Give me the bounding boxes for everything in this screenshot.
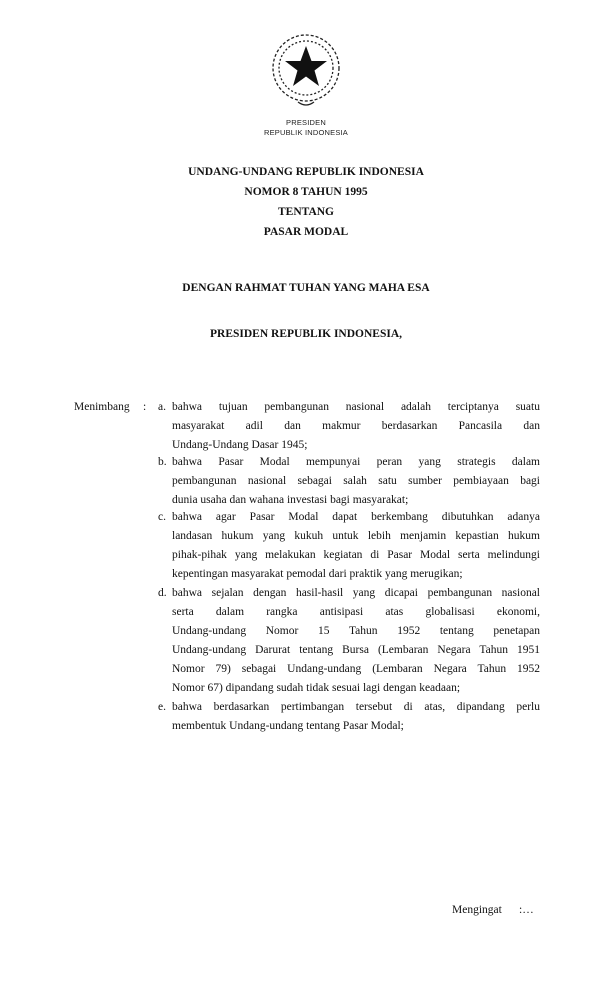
item-text-line: bahwa agar Pasar Modal dapat berkembang dibutuhkan adanya — [172, 511, 540, 523]
item-text-line: serta dalam rangka antisipasi atas globalisasi ekonomi, — [172, 606, 540, 618]
item-text-line: pembangunan nasional sebagai salah satu sumber pembiayaan bagi — [172, 475, 540, 487]
menimbang-item — [158, 508, 540, 584]
item-text-line: dunia usaha dan wahana investasi bagi masyarakat; — [172, 494, 409, 506]
menimbang-colon: : — [143, 401, 147, 413]
item-text-line: masyarakat adil dan makmur berdasarkan Pancasila dan — [172, 420, 540, 432]
item-text-line: landasan hukum yang kukuh untuk lebih menjamin kepastian hukum — [172, 530, 540, 542]
item-text-line: kepentingan masyarakat pemodal dari praktik yang merugikan; — [172, 568, 463, 580]
menimbang-item — [158, 453, 540, 510]
item-letter: b. — [158, 456, 167, 468]
item-text-line: pihak-pihak yang melakukan kegiatan di Pasar Modal serta melindungi — [172, 549, 540, 561]
item-text-line: Undang-Undang Dasar 1945; — [172, 439, 308, 451]
title-line-2: NOMOR 8 TAHUN 1995 — [244, 186, 368, 198]
item-text-line: bahwa Pasar Modal mempunyai peran yang strategis dalam — [172, 456, 540, 468]
title-line-3: TENTANG — [277, 206, 335, 218]
menimbang-label: Menimbang — [74, 401, 130, 413]
item-letter: e. — [158, 701, 166, 713]
item-letter: d. — [158, 587, 167, 599]
garuda-seal-logo — [268, 30, 344, 110]
item-text-line: bahwa sejalan dengan hasil-hasil yang dicapai pembangunan nasional — [172, 587, 540, 599]
menimbang-item — [158, 584, 540, 698]
item-text-line: Nomor 79) sebagai Undang-undang (Lembaran Negara Tahun 1952 — [172, 663, 540, 675]
invocation: DENGAN RAHMAT TUHAN YANG MAHA ESA — [182, 282, 430, 294]
item-text-line: bahwa tujuan pembangunan nasional adalah terciptanya suatu — [172, 401, 540, 413]
item-letter: a. — [158, 401, 166, 413]
letterhead-presiden: PRESIDEN — [286, 118, 326, 127]
item-text-line: Nomor 67) dipandang sudah tidak sesuai lagi dengan keadaan; — [172, 682, 461, 694]
menimbang-item — [158, 698, 540, 736]
item-text-line: Undang-undang Darurat tentang Bursa (Lembaran Negara Tahun 1951 — [172, 644, 540, 656]
president-heading: PRESIDEN REPUBLIK INDONESIA, — [209, 328, 403, 340]
item-letter: c. — [158, 511, 166, 523]
letterhead-republik: REPUBLIK INDONESIA — [263, 128, 349, 137]
item-text-line: membentuk Undang-undang tentang Pasar Modal; — [172, 720, 404, 732]
title-line-1: UNDANG-UNDANG REPUBLIK INDONESIA — [188, 166, 424, 178]
menimbang-item — [158, 398, 540, 455]
item-text-line: bahwa berdasarkan pertimbangan tersebut di atas, dipandang perlu — [172, 701, 540, 713]
next-page-suffix: :… — [519, 904, 534, 916]
item-text-line: Undang-undang Nomor 15 Tahun 1952 tentang penetapan — [172, 625, 540, 637]
title-line-4: PASAR MODAL — [263, 226, 349, 238]
next-page-label: Mengingat — [452, 904, 502, 916]
